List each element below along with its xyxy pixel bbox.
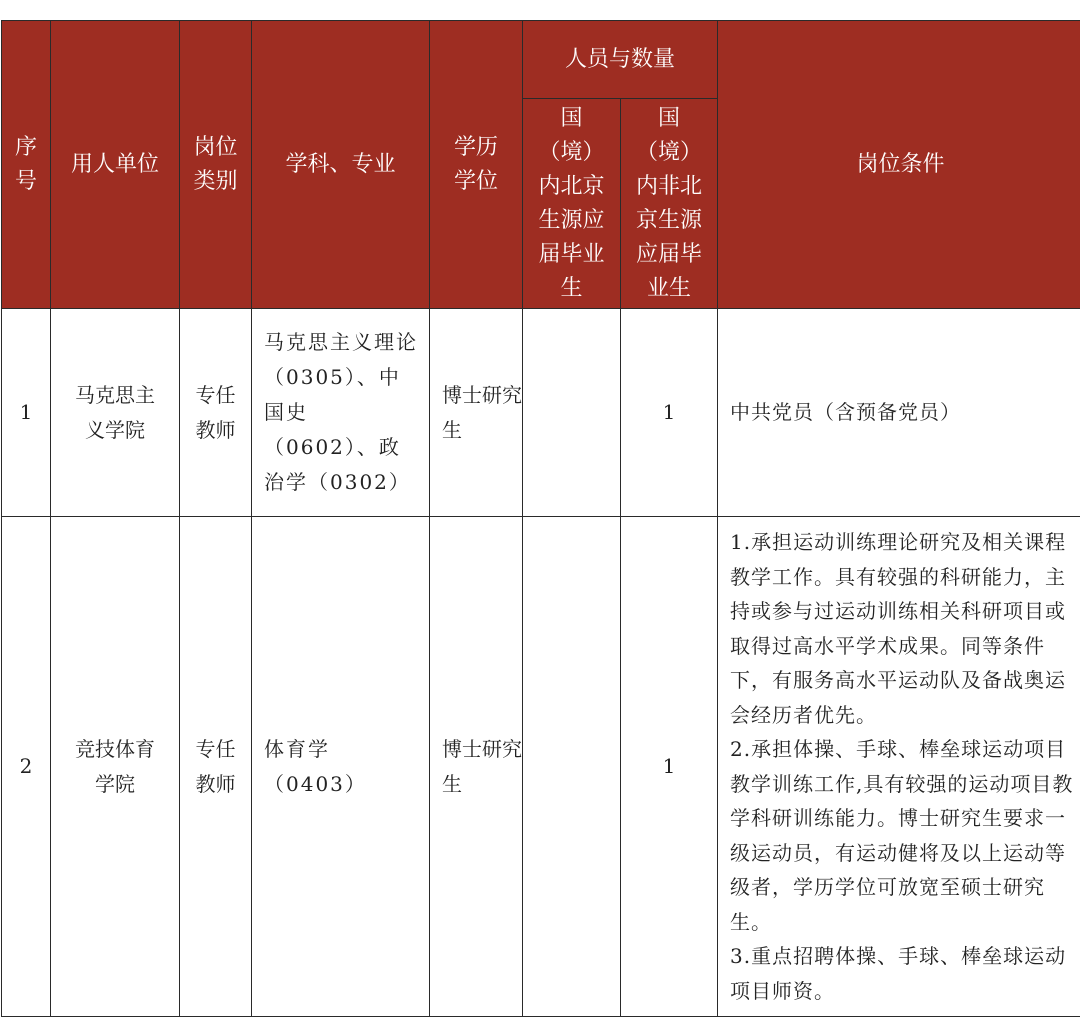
row-unit: 竞技体育学院 [51, 517, 180, 1017]
header-degree: 学历学位 [430, 21, 523, 309]
row-post-type: 专任教师 [180, 309, 252, 517]
header-unit: 用人单位 [51, 21, 180, 309]
row-subject: 体育学（0403） [252, 517, 430, 1017]
condition-item: 2.承担体操、手球、棒垒球运动项目教学训练工作,具有较强的运动项目教学科研训练能力。博士研究生要求一级运动员，有运动健将及以上运动等级者，学历学位可放宽至硕士研究生。 [730, 732, 1077, 939]
row-conditions: 中共党员（含预备党员） [718, 309, 1080, 517]
header-seq: 序号 [2, 21, 51, 309]
header-post-type: 岗位类别 [180, 21, 252, 309]
recruitment-table [1, 20, 1080, 1017]
condition-item: 3.重点招聘体操、手球、棒垒球运动项目师资。 [730, 939, 1077, 1008]
table-row [2, 517, 1080, 1017]
header-quota-group: 人员与数量 [523, 21, 718, 99]
row-subject: 马克思主义理论（0305）、中国史（0602）、政治学（0302） [252, 309, 430, 517]
table-row [2, 309, 1080, 517]
row-degree: 博士研究生 [430, 517, 523, 1017]
row-post-type: 专任教师 [180, 517, 252, 1017]
row-beijing-graduates [523, 309, 621, 517]
header-beijing-graduates: 国（境）内北京生源应届毕业生 [523, 99, 621, 309]
row-degree: 博士研究生 [430, 309, 523, 517]
header-subject: 学科、专业 [252, 21, 430, 309]
row-beijing-graduates [523, 517, 621, 1017]
row-unit: 马克思主义学院 [51, 309, 180, 517]
row-conditions [718, 517, 1080, 1017]
header-conditions: 岗位条件 [718, 21, 1080, 309]
header-non-beijing-graduates: 国（境）内非北京生源应届毕业生 [621, 99, 718, 309]
row-non-beijing-graduates: 1 [621, 309, 718, 517]
row-seq: 2 [2, 517, 51, 1017]
row-non-beijing-graduates: 1 [621, 517, 718, 1017]
row-seq: 1 [2, 309, 51, 517]
condition-item: 1.承担运动训练理论研究及相关课程教学工作。具有较强的科研能力，主持或参与过运动训练相关科研项目或取得过高水平学术成果。同等条件下，有服务高水平运动队及备战奥运会经历者优先。 [730, 525, 1077, 732]
